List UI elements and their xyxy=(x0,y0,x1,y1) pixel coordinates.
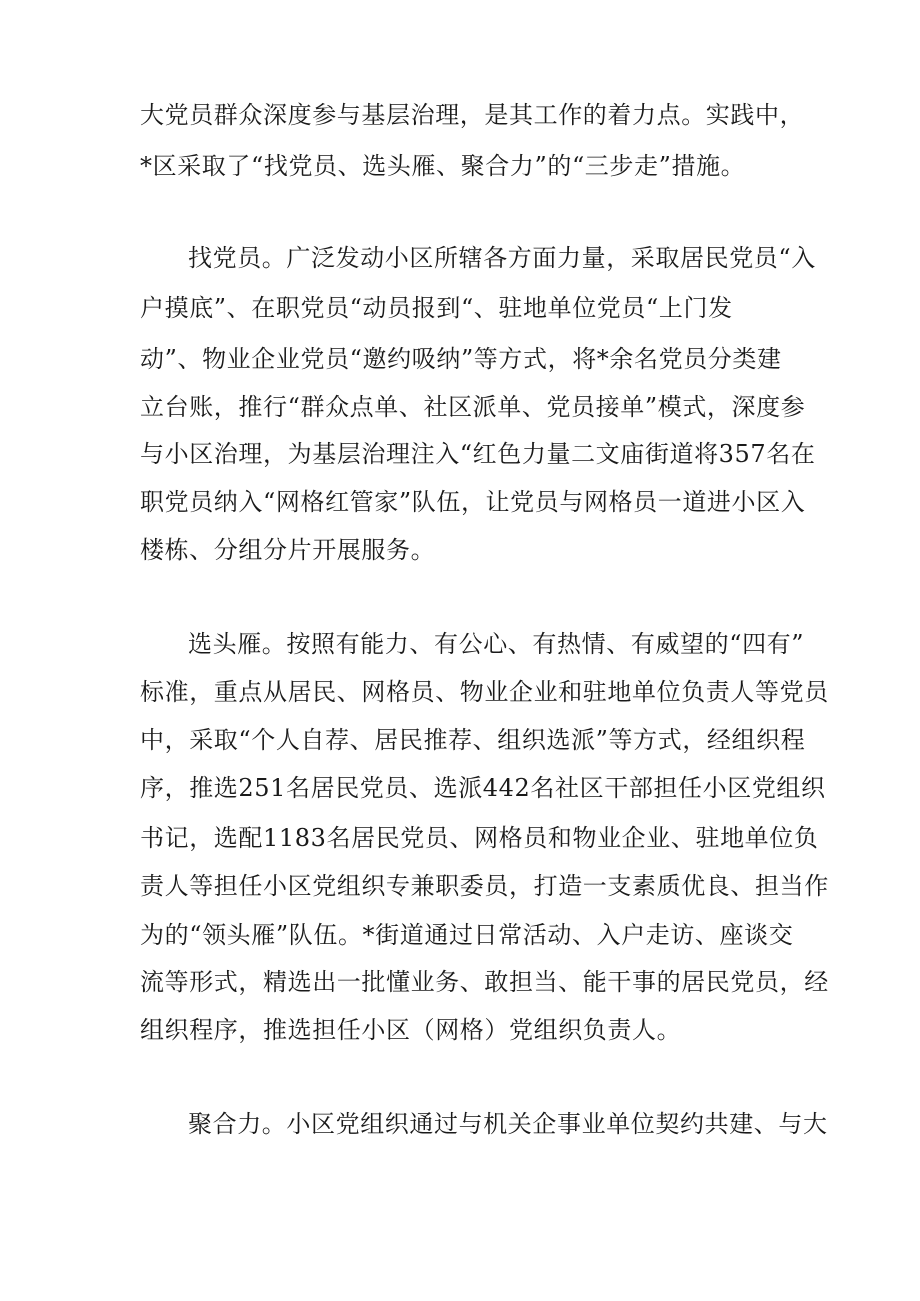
paragraph-2-line-7: 楼栋、分组分片开展服务。 xyxy=(140,536,436,564)
paragraph-1-line-2: *区采取了“找党员、选头雁、聚合力”的“三步走”措施。 xyxy=(140,152,746,180)
paragraph-3-line-8: 流等形式，精选出一批懂业务、敢担当、能干事的居民党员，经 xyxy=(140,968,829,996)
paragraph-2-line-6: 职党员纳入“网格红管家”队伍，让党员与网格员一道进小区入 xyxy=(140,488,806,516)
paragraph-3-line-4: 序，推选251名居民党员、选派442名社区干部担任小区党组织 xyxy=(140,774,826,802)
paragraph-2-line-1: 找党员。广泛发动小区所辖各方面力量，采取居民党员“入 xyxy=(188,244,816,272)
paragraph-2-line-2: 户摸底”、在职党员“动员报到“、驻地单位党员“上门发 xyxy=(140,294,733,322)
paragraph-2-line-3: 动”、物业企业党员“邀约吸纳”等方式，将*余名党员分类建 xyxy=(140,345,782,373)
paragraph-3-line-1: 选头雁。按照有能力、有公心、有热情、有威望的“四有” xyxy=(188,630,805,658)
paragraph-1-line-1: 大党员群众深度参与基层治理，是其工作的着力点。实践中， xyxy=(140,101,805,129)
paragraph-3-line-5: 书记，选配1183名居民党员、网格员和物业企业、驻地单位负 xyxy=(140,824,819,852)
paragraph-3-line-9: 组织程序，推选担任小区（网格）党组织负责人。 xyxy=(140,1016,682,1044)
paragraph-3-line-2: 标准，重点从居民、网格员、物业企业和驻地单位负责人等党员 xyxy=(140,678,829,706)
paragraph-3-line-6: 责人等担任小区党组织专兼职委员，打造一支素质优良、担当作 xyxy=(140,872,829,900)
paragraph-3-line-3: 中，采取“个人自荐、居民推荐、组织选派”等方式，经组织程 xyxy=(140,726,806,754)
paragraph-3-line-7: 为的“领头雁”队伍。*街道通过日常活动、入户走访、座谈交 xyxy=(140,921,794,949)
paragraph-2-line-5: 与小区治理，为基层治理注入“红色力量二文庙街道将357名在 xyxy=(140,440,816,468)
paragraph-2-line-4: 立台账，推行“群众点单、社区派单、党员接单”模式，深度参 xyxy=(140,393,806,421)
paragraph-4-line-1: 聚合力。小区党组织通过与机关企事业单位契约共建、与大 xyxy=(188,1110,828,1138)
